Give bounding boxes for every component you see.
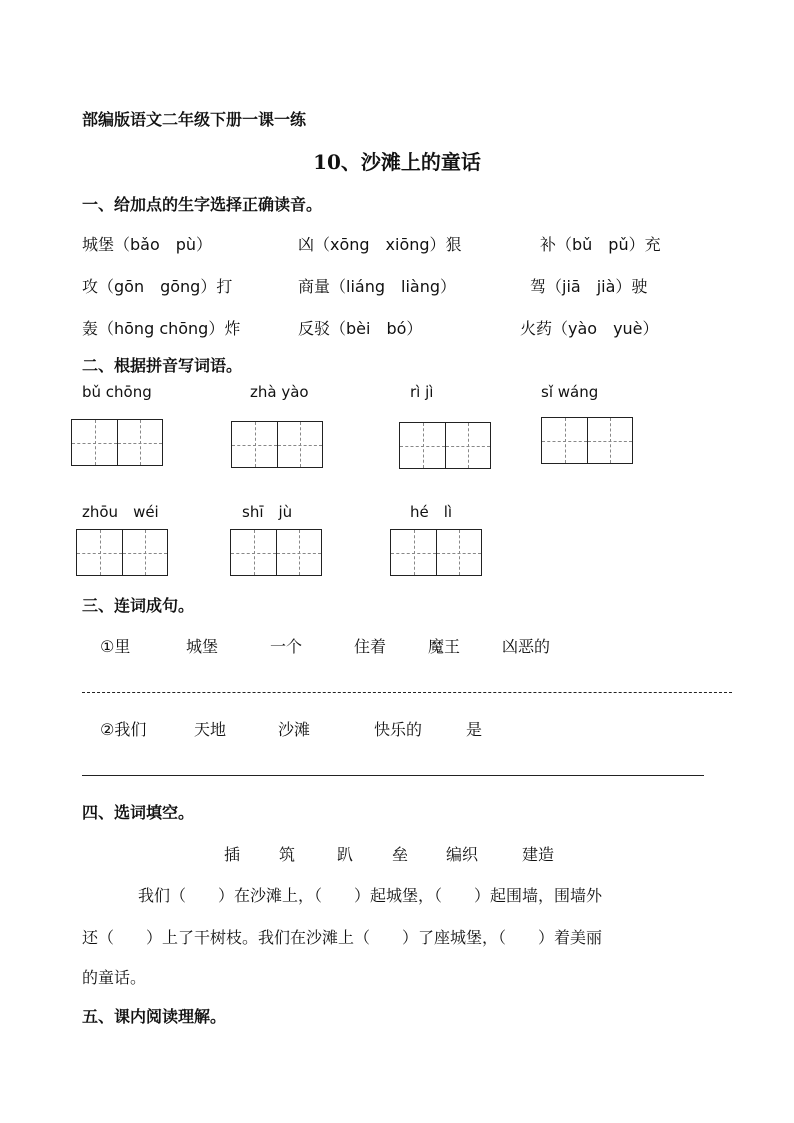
sentence-word: 城堡	[186, 637, 219, 656]
answer-line[interactable]	[82, 775, 704, 776]
sentence-word: 一个	[270, 637, 303, 656]
worksheet-header: 部编版语文二年级下册一课一练	[82, 110, 307, 129]
pinyin-prompt: zhōu wéi	[82, 503, 159, 521]
word-bank-item: 趴	[337, 845, 354, 864]
pinyin-prompt: zhà yào	[250, 383, 309, 401]
sentence-word: 天地	[194, 720, 227, 739]
sentence-word: 快乐的	[374, 720, 423, 739]
sentence-word: ②我们	[100, 720, 147, 739]
q1-item: 攻（gōn gōng）打	[82, 277, 233, 296]
lesson-title: 10、沙滩上的童话	[313, 150, 481, 174]
fill-blank-paragraph: 的童话。	[82, 968, 147, 987]
q1-item: 城堡（bǎo pù）	[82, 235, 213, 254]
q1-item: 轰（hōng chōng）炸	[82, 319, 241, 338]
q1-item: 凶（xōng xiōng）狠	[298, 235, 462, 254]
sentence-word: 是	[466, 720, 483, 739]
q1-item: 商量（liáng liàng）	[298, 277, 456, 296]
writing-grid[interactable]	[399, 422, 491, 469]
pinyin-prompt: rì jì	[410, 383, 434, 401]
word-bank-item: 编织	[446, 845, 479, 864]
sentence-word: 魔王	[428, 637, 461, 656]
section-5-heading: 五、课内阅读理解。	[82, 1007, 227, 1026]
sentence-word: 沙滩	[278, 720, 311, 739]
q1-item: 驾（jiā jià）驶	[530, 277, 648, 296]
writing-grid[interactable]	[71, 419, 163, 466]
section-2-heading: 二、根据拼音写词语。	[82, 356, 243, 375]
section-4-heading: 四、选词填空。	[82, 803, 195, 822]
pinyin-prompt: shī jù	[242, 503, 293, 521]
writing-grid[interactable]	[541, 417, 633, 464]
fill-blank-paragraph[interactable]: 还（ ）上了干树枝。我们在沙滩上（ ）了座城堡，（ ）着美丽	[82, 928, 603, 947]
word-bank-item: 插	[224, 845, 241, 864]
pinyin-prompt: bǔ chōng	[82, 383, 152, 401]
writing-grid[interactable]	[231, 421, 323, 468]
section-3-heading: 三、连词成句。	[82, 596, 195, 615]
word-bank-item: 筑	[279, 845, 296, 864]
pinyin-prompt: sǐ wáng	[541, 383, 599, 401]
q1-item: 补（bǔ pǔ）充	[540, 235, 661, 254]
pinyin-prompt: hé lì	[410, 503, 453, 521]
q1-item: 火药（yào yuè）	[520, 319, 659, 338]
fill-blank-paragraph[interactable]: 我们（ ）在沙滩上，（ ）起城堡，（ ）起围墙，围墙外	[138, 886, 603, 905]
writing-grid[interactable]	[230, 529, 322, 576]
q1-item: 反驳（bèi bó）	[298, 319, 423, 338]
word-bank-item: 垒	[392, 845, 409, 864]
answer-line[interactable]	[82, 692, 732, 693]
sentence-word: ①里	[100, 637, 131, 656]
sentence-word: 住着	[354, 637, 387, 656]
sentence-word: 凶恶的	[502, 637, 551, 656]
writing-grid[interactable]	[390, 529, 482, 576]
section-1-heading: 一、给加点的生字选择正确读音。	[82, 195, 323, 214]
writing-grid[interactable]	[76, 529, 168, 576]
word-bank-item: 建造	[522, 845, 555, 864]
